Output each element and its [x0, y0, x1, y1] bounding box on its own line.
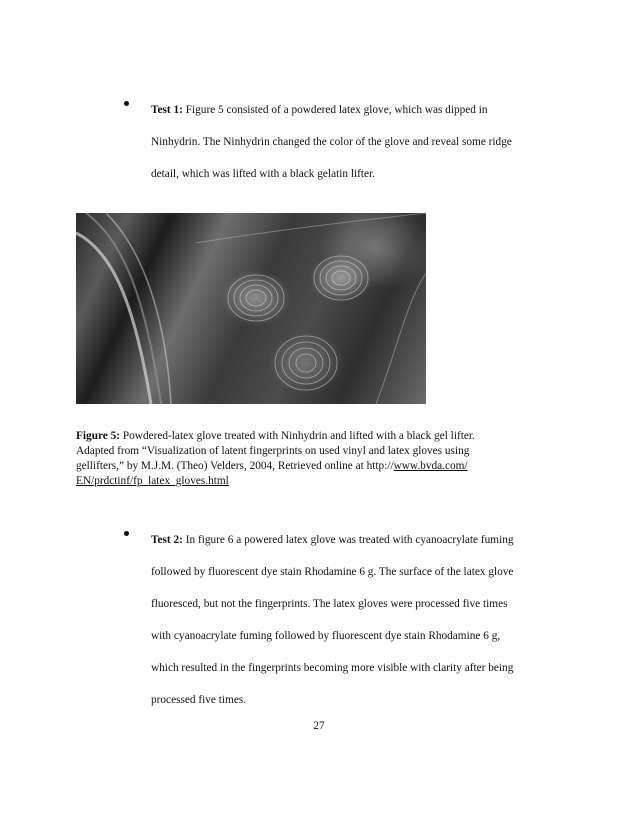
caption-line	[76, 474, 566, 489]
figure-5-caption	[76, 429, 566, 489]
test2-line	[151, 524, 564, 556]
test1-text	[151, 94, 564, 190]
test1-bullet	[124, 94, 564, 190]
test1-line: Ninhydrin. The Ninhydrin changed the color of the glove and reveal some ridge	[151, 136, 512, 148]
test2-line: fluoresced, but not the fingerprints. The latex gloves were processed five times	[151, 598, 508, 610]
caption-text: Powdered-latex glove treated with Ninhydrin and lifted with a black gel lifter.	[122, 430, 475, 442]
caption-line	[76, 429, 566, 444]
caption-text: gellifters,” by M.J.M. (Theo) Velders, 2004, Retrieved online at http://	[76, 460, 394, 472]
test2-line-text: In figure 6 a powered latex glove was treated with cyanoacrylate fuming	[185, 534, 514, 546]
test1-label: Test 1:	[151, 104, 183, 116]
caption-label: Figure 5:	[76, 430, 121, 442]
bullet-icon	[124, 531, 129, 536]
source-link-continued[interactable]: EN/prdctinf/fp_latex_gloves.html	[76, 475, 229, 487]
test2-line: with cyanoacrylate fuming followed by fluorescent dye stain Rhodamine 6 g,	[151, 630, 501, 642]
source-link[interactable]: www.bvda.com/	[393, 460, 468, 472]
page-number: 27	[313, 720, 325, 732]
test2-bullet	[124, 524, 564, 716]
test1-line-text: Figure 5 consisted of a powdered latex glove, which was dipped in	[185, 104, 488, 116]
caption-line: Adapted from “Visualization of latent fingerprints on used vinyl and latex gloves using	[76, 445, 470, 457]
test1-line	[151, 94, 564, 126]
figure-5-image	[76, 213, 426, 404]
test2-line: which resulted in the fingerprints becoming more visible with clarity after being	[151, 662, 514, 674]
test1-line: detail, which was lifted with a black gelatin lifter.	[151, 168, 375, 180]
test2-text	[151, 524, 564, 716]
fingerprint-photo-texture	[76, 213, 426, 404]
test2-line: processed five times.	[151, 694, 247, 706]
test2-line: followed by fluorescent dye stain Rhodamine 6 g. The surface of the latex glove	[151, 566, 514, 578]
bullet-icon	[124, 101, 129, 106]
test2-label: Test 2:	[151, 534, 183, 546]
caption-line	[76, 459, 566, 474]
